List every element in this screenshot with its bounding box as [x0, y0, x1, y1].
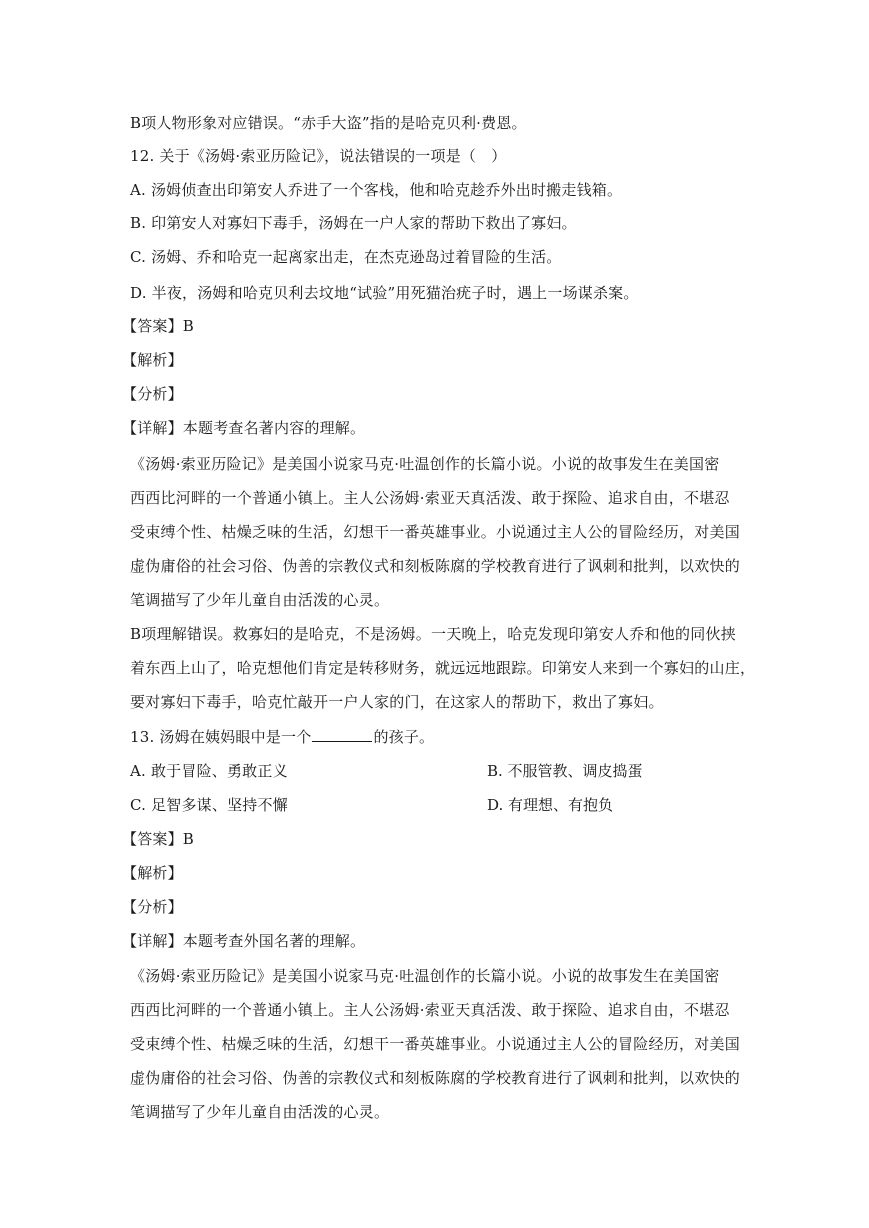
q12-para2-line: 着东西上山了，哈克想他们肯定是转移财务，就远远地跟踪。印第安人来到一个寡妇的山庄，: [130, 659, 756, 677]
q12-stem: 12. 关于《汤姆·索亚历险记》，说法错误的一项是（ ）: [130, 147, 507, 165]
q12-detail: 【详解】本题考查名著内容的理解。: [122, 419, 366, 437]
q13-answer: 【答案】B: [122, 830, 195, 848]
q13-para1-line: 《汤姆·索亚历险记》是美国小说家马克·吐温创作的长篇小说。小说的故事发生在美国密: [130, 967, 720, 985]
q12-answer: 【答案】B: [122, 317, 195, 335]
q12-para1-line: 受束缚个性、枯燥乏味的生活，幻想干一番英雄事业。小说通过主人公的冒险经历，对美国: [130, 523, 741, 541]
q13-option-a: A. 敢于冒险、勇敢正义: [130, 762, 288, 780]
q12-option-c: C. 汤姆、乔和哈克一起离家出走，在杰克逊岛过着冒险的生活。: [130, 248, 562, 266]
q13-option-c: C. 足智多谋、坚持不懈: [130, 796, 288, 814]
q13-para1-line: 笔调描写了少年儿童自由活泼的心灵。: [130, 1103, 390, 1121]
q12-para2-line: 要对寡妇下毒手，哈克忙敲开一户人家的门，在这家人的帮助下，救出了寡妇。: [130, 693, 664, 711]
q12-option-b: B. 印第安人对寡妇下毒手，汤姆在一户人家的帮助下救出了寡妇。: [130, 214, 577, 232]
q12-analysis-heading: 【解析】: [122, 351, 183, 369]
q13-para1-line: 虚伪庸俗的社会习俗、伪善的宗教仪式和刻板陈腐的学校教育进行了讽刺和批判，以欢快的: [130, 1069, 741, 1087]
q13-analysis-heading: 【解析】: [122, 864, 183, 882]
q13-stem: [130, 727, 770, 747]
q13-fenxi-heading: 【分析】: [122, 898, 183, 916]
q12-para1-line: 虚伪庸俗的社会习俗、伪善的宗教仪式和刻板陈腐的学校教育进行了讽刺和批判，以欢快的: [130, 557, 741, 575]
q13-para1-line: 受束缚个性、枯燥乏味的生活，幻想干一番英雄事业。小说通过主人公的冒险经历，对美国: [130, 1035, 741, 1053]
answer-blank: [312, 727, 372, 742]
q13-option-d: D. 有理想、有抱负: [487, 796, 614, 814]
q12-para2-line: B项理解错误。救寡妇的是哈克，不是汤姆。一天晚上，哈克发现印第安人乔和他的同伙挟: [130, 625, 737, 643]
q13-stem-after: 的孩子。: [373, 728, 435, 746]
q13-option-b: B. 不服管教、调皮捣蛋: [487, 762, 643, 780]
q12-para1-line: 《汤姆·索亚历险记》是美国小说家马克·吐温创作的长篇小说。小说的故事发生在美国密: [130, 455, 720, 473]
q12-fenxi-heading: 【分析】: [122, 385, 183, 403]
intro-line: B项人物形象对应错误。“赤手大盗”指的是哈克贝利·费恩。: [130, 114, 527, 132]
q13-detail: 【详解】本题考查外国名著的理解。: [122, 932, 366, 950]
q13-stem-before: 13. 汤姆在姨妈眼中是一个: [130, 728, 312, 746]
q13-para1-line: 西西比河畔的一个普通小镇上。主人公汤姆·索亚天真活泼、敢于探险、追求自由，不堪忍: [130, 1001, 730, 1019]
q12-para1-line: 西西比河畔的一个普通小镇上。主人公汤姆·索亚天真活泼、敢于探险、追求自由，不堪忍: [130, 489, 730, 507]
q12-option-a: A. 汤姆侦查出印第安人乔进了一个客栈，他和哈克趁乔外出时搬走钱箱。: [130, 181, 623, 199]
q12-option-d: D. 半夜，汤姆和哈克贝利去坟地“试验”用死猫治疣子时，遇上一场谋杀案。: [130, 284, 639, 302]
q12-para1-line: 笔调描写了少年儿童自由活泼的心灵。: [130, 591, 390, 609]
